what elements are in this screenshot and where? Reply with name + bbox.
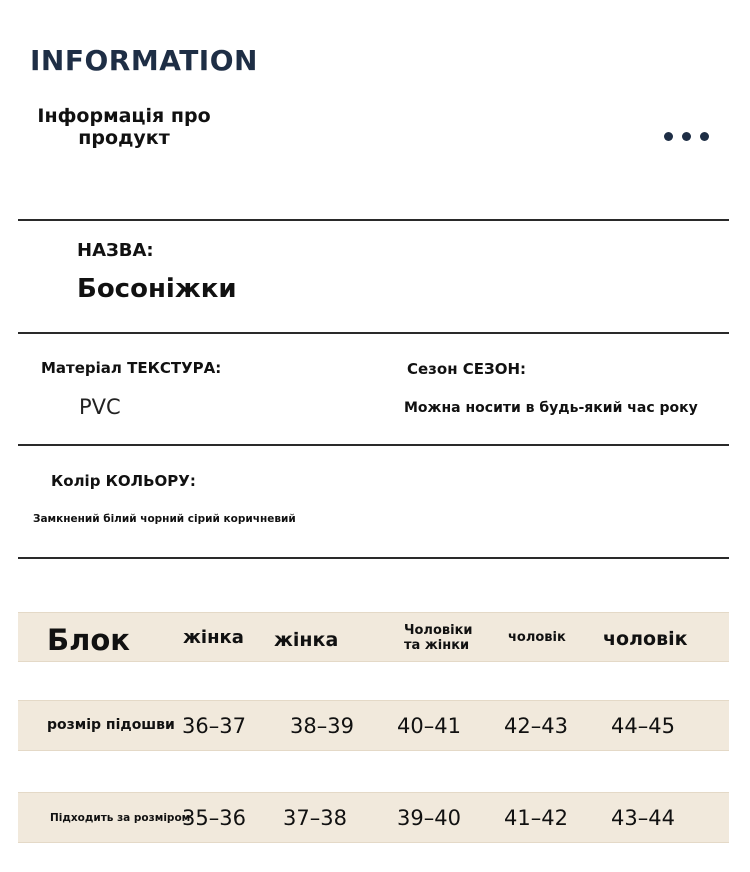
size-cell: 38–39 bbox=[290, 714, 354, 738]
name-value: Босоніжки bbox=[77, 274, 237, 304]
header-woman-1: жінка bbox=[183, 627, 244, 648]
header-man-1: чоловік bbox=[508, 630, 566, 645]
divider bbox=[18, 332, 729, 334]
size-cell: 39–40 bbox=[397, 806, 461, 830]
material-label: Матеріал ТЕКСТУРА: bbox=[41, 359, 222, 377]
color-value: Замкнений білий чорний сірий коричневий bbox=[33, 513, 296, 525]
divider bbox=[18, 219, 729, 221]
dot-2 bbox=[682, 132, 691, 141]
header-unisex-line-2: та жінки bbox=[404, 638, 470, 653]
size-cell: 36–37 bbox=[182, 714, 246, 738]
row-label: Підходить за розміром bbox=[50, 812, 191, 824]
more-dots-icon[interactable] bbox=[664, 132, 709, 141]
header-woman-2: жінка bbox=[274, 629, 339, 651]
size-cell: 35–36 bbox=[182, 806, 246, 830]
subtitle-line-2: продукт bbox=[78, 127, 170, 149]
dot-1 bbox=[664, 132, 673, 141]
table-row bbox=[18, 700, 729, 751]
size-cell: 43–44 bbox=[611, 806, 675, 830]
name-label: НАЗВА: bbox=[77, 240, 154, 261]
size-cell: 37–38 bbox=[283, 806, 347, 830]
dot-3 bbox=[700, 132, 709, 141]
header-unisex bbox=[404, 623, 473, 653]
header-unisex-line-1: Чоловіки bbox=[404, 623, 473, 638]
size-table-header bbox=[18, 612, 729, 662]
divider bbox=[18, 557, 729, 559]
size-cell: 41–42 bbox=[504, 806, 568, 830]
header-man-2: чоловік bbox=[603, 628, 688, 650]
product-info-subtitle bbox=[24, 105, 224, 149]
color-label: Колір КОЛЬОРУ: bbox=[51, 472, 196, 490]
size-cell: 42–43 bbox=[504, 714, 568, 738]
info-title: INFORMATION bbox=[30, 44, 258, 77]
size-cell: 40–41 bbox=[397, 714, 461, 738]
divider bbox=[18, 444, 729, 446]
season-value: Можна носити в будь-який час року bbox=[404, 400, 698, 416]
header-block: Блок bbox=[47, 623, 130, 657]
table-row bbox=[18, 792, 729, 843]
row-label: розмір підошви bbox=[47, 717, 175, 733]
size-cell: 44–45 bbox=[611, 714, 675, 738]
material-value: PVC bbox=[79, 395, 121, 419]
season-label: Сезон СЕЗОН: bbox=[407, 360, 527, 378]
subtitle-line-1: Інформація про bbox=[37, 105, 211, 127]
